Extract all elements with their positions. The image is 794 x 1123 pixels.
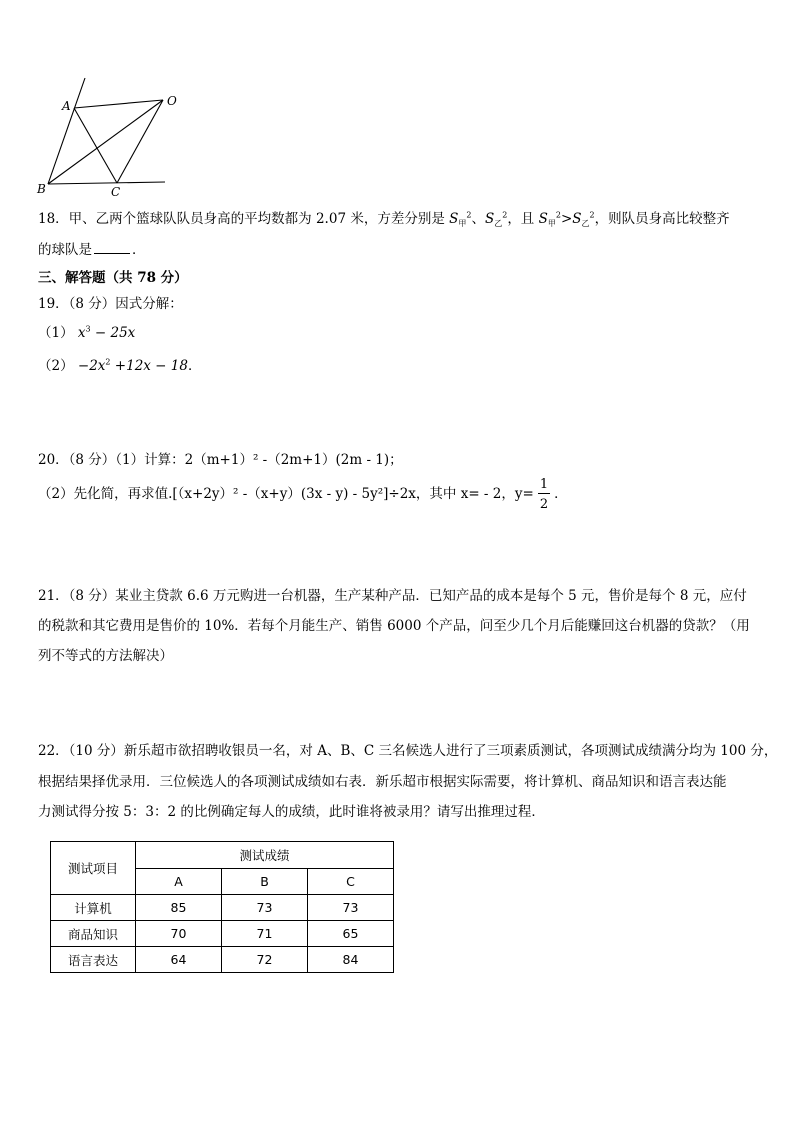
table-row (51, 921, 394, 947)
label-o: O (167, 94, 177, 108)
q18-text-a: 18．甲、乙两个篮球队队员身高的平均数都为 2.07 米，方差分别是 (38, 211, 445, 227)
table-row (51, 947, 394, 973)
q18-separator: 、 (471, 211, 485, 227)
section-title: 三、解答题（共 78 分） (38, 270, 188, 286)
line-ac (74, 108, 117, 183)
cell: 64 (136, 947, 222, 973)
q19-part1-rest: − 25x (90, 325, 136, 341)
q19-part2-exponent: 2 (105, 357, 111, 367)
q18-end: ． (132, 242, 146, 258)
jia-square-2: 2 (555, 210, 561, 220)
q22-line1: 22．（10 分）新乐超市欲招聘收银员一名，对 A、B、C 三名候选人进行了三项素质测试，各项测试成绩满分均为 100 分， (38, 743, 778, 759)
fraction-one-half (538, 478, 550, 511)
q19-part2 (38, 354, 201, 374)
cell: 65 (308, 921, 394, 947)
s-jia-symbol: S (449, 211, 459, 227)
s-jia-symbol-2: S (538, 211, 548, 227)
q18-text-b: ，且 (507, 211, 535, 227)
q18-line1 (38, 207, 730, 227)
s-yi-symbol: S (484, 211, 495, 227)
q21-line2: 的税款和其它费用是售价的 10%．若每个月能生产、销售 6000 个产品，问至少几个月后能赚回这台机器的贷款？（用 (38, 618, 750, 634)
q21-line1: 21．（8 分）某业主贷款 6.6 万元购进一台机器，生产某种产品．已知产品的成本是每个 5 元，售价是每个 8 元，应付 (38, 588, 747, 604)
line-ao (74, 100, 163, 108)
cell: 70 (136, 921, 222, 947)
q18-line2 (38, 238, 146, 258)
q19-part2-end: ． (187, 358, 202, 374)
yi-subscript-2: 乙 (581, 219, 590, 228)
greater-than: > (560, 211, 573, 227)
jia-square: 2 (466, 210, 472, 220)
cell: 85 (136, 895, 222, 921)
cell: 71 (222, 921, 308, 947)
q19-part2-a: −2x (77, 358, 106, 374)
fraction-numerator: 1 (539, 477, 549, 492)
fraction-denominator: 2 (539, 497, 549, 512)
q22-line3: 力测试得分按 5：3：2 的比例确定每人的成绩，此时谁将被录用？请写出推理过程． (38, 804, 545, 820)
cell: 84 (308, 947, 394, 973)
q19-part1-x: x (77, 325, 86, 341)
cell: 72 (222, 947, 308, 973)
yi-square-2: 2 (589, 210, 595, 220)
q19-part1 (38, 321, 135, 341)
jia-subscript: 甲 (458, 219, 467, 228)
q20-part1: 20．（8 分）（1）计算：2（m+1）² -（2m+1）(2m - 1)； (38, 452, 403, 468)
yi-square: 2 (502, 210, 508, 220)
q19-part1-label: （1） (38, 325, 74, 341)
q21-line3: 列不等式的方法解决） (38, 648, 173, 664)
line-bc (48, 182, 165, 184)
header-scores: 测试成绩 (136, 842, 394, 869)
table-row (51, 895, 394, 921)
table-header-row (51, 842, 394, 869)
q19-part1-exponent: 3 (85, 324, 91, 334)
q20-part2-end: ． (554, 486, 568, 502)
label-a: A (62, 99, 71, 113)
q18-text-c: ，则队员身高比较整齐 (594, 211, 730, 227)
q22-line2: 根据结果择优录用．三位候选人的各项测试成绩如右表．新乐超市根据实际需要，将计算机、商品知识和语言表达能 (38, 774, 727, 790)
cell: 73 (222, 895, 308, 921)
column-c: C (308, 868, 394, 895)
row-name: 语言表达 (51, 947, 136, 973)
row-name: 计算机 (51, 895, 136, 921)
q19-part2-rest: +12x − 18 (110, 358, 188, 374)
q20-part2 (38, 478, 568, 511)
scores-table (50, 841, 394, 973)
q20-part2-text: （2）先化简，再求值.[（x+2y）² -（x+y）(3x - y) - 5y²]÷2x，其中 x= - 2，y= (38, 486, 534, 502)
row-name: 商品知识 (51, 921, 136, 947)
cell: 73 (308, 895, 394, 921)
line-bo (48, 78, 85, 184)
line-co (117, 100, 163, 183)
header-item: 测试项目 (51, 842, 136, 895)
geometry-figure (30, 72, 190, 202)
label-c: C (111, 185, 121, 199)
answer-blank[interactable] (94, 241, 130, 254)
yi-subscript: 乙 (494, 219, 503, 228)
column-a: A (136, 868, 222, 895)
q18-line2-text: 的球队是 (38, 242, 92, 258)
q19-head: 19．（8 分）因式分解： (38, 296, 183, 312)
column-b: B (222, 868, 308, 895)
label-b: B (37, 182, 46, 196)
q19-part2-label: （2） (38, 358, 74, 374)
s-yi-symbol-2: S (572, 211, 582, 227)
jia-subscript-2: 甲 (547, 219, 556, 228)
